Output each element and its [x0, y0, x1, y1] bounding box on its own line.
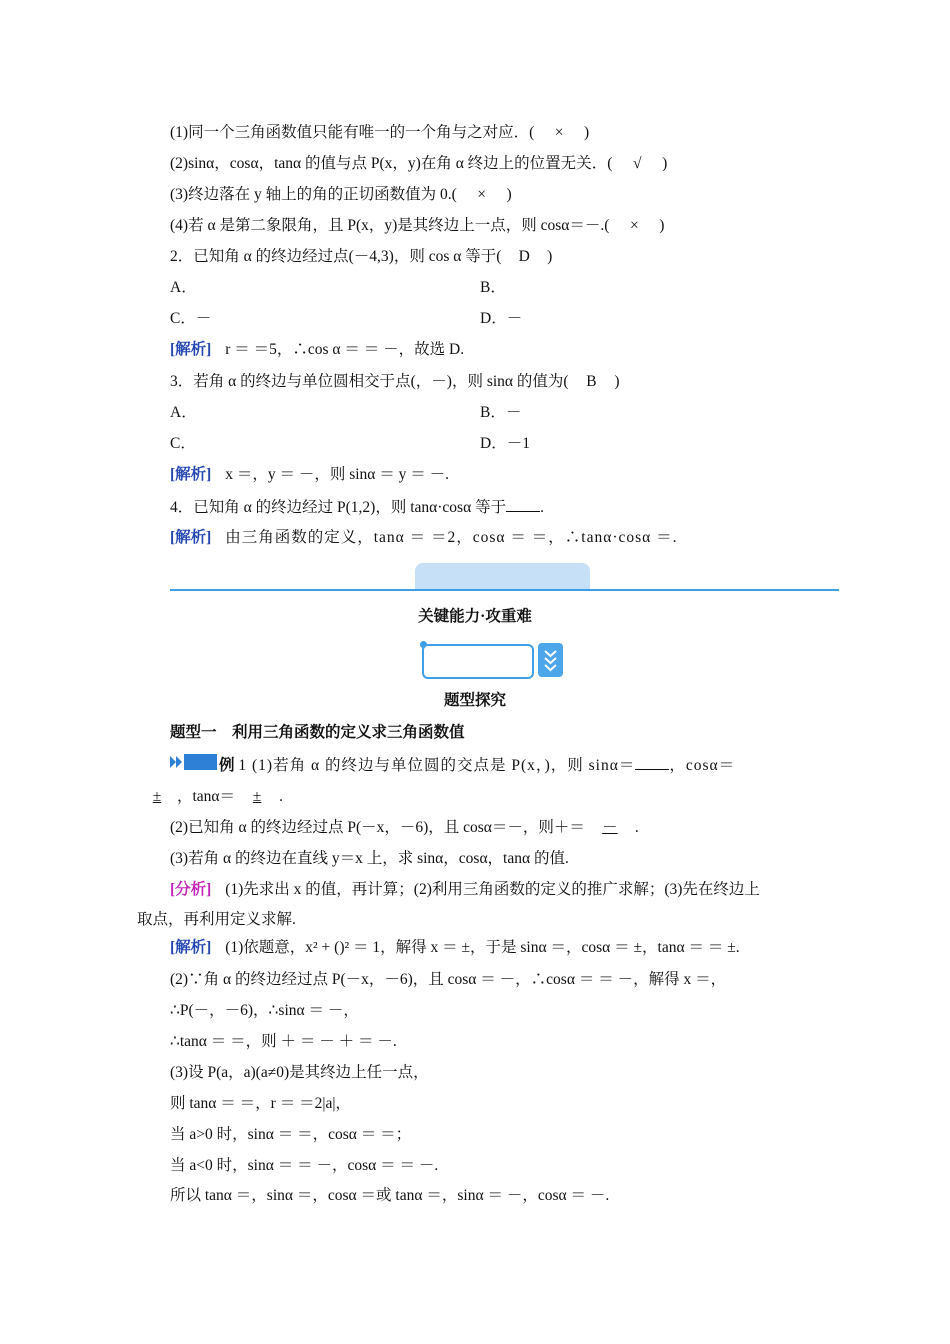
analysis-tag: [解析]: [170, 529, 212, 546]
example-line-2-end: .: [279, 788, 283, 805]
q2-stem: [170, 247, 552, 267]
judge-item-3: [170, 185, 512, 205]
fen-line-1: [170, 880, 760, 900]
example-label: 例: [219, 757, 235, 774]
judge-item-3-close: ): [506, 186, 512, 203]
example-line-3-end: .: [634, 819, 639, 836]
q3-option-c: C．: [170, 435, 196, 452]
analysis-tag: [解析]: [170, 341, 212, 358]
example-answer-sum: －: [602, 819, 618, 836]
q4-analysis: [170, 528, 678, 548]
section-tab: [415, 563, 590, 590]
example-line-3-text: (2)已知角 α 的终边经过点 P(－x，－6)，且 cosα＝－，则＋＝: [170, 819, 585, 836]
fen-line-1-text: (1)先求出 x 的值，再计算；(2)利用三角函数的定义的推广求解；(3)先在终边上: [225, 881, 760, 898]
judge-item-3-text: (3)终边落在 y 轴上的角的正切函数值为 0.(: [170, 186, 457, 203]
section-title: 关键能力·攻重难: [418, 608, 532, 625]
judge-item-1-close: ): [584, 124, 590, 141]
example-line-1-mid: ，cosα＝: [669, 757, 736, 774]
judge-item-1-answer: ×: [554, 124, 564, 141]
q2-answer: D: [518, 248, 530, 265]
q2-stem-text: 2．已知角 α 的终边经过点(－4,3)，则 cos α 等于(: [170, 248, 502, 265]
q3-answer: B: [586, 373, 597, 390]
solution-line-8: 当 a<0 时，sinα ＝ ＝ －，cosα ＝ ＝ －.: [170, 1157, 439, 1174]
solution-line-9: 所以 tanα ＝，sinα ＝，cosα ＝或 tanα ＝，sinα ＝ －，cosα ＝ －.: [170, 1187, 610, 1204]
solution-line-4: ∴tanα ＝ ＝，则 ＋ ＝ － ＋ ＝ －.: [170, 1033, 397, 1050]
q2-option-a: A．: [170, 279, 197, 296]
q2-analysis-text: r ＝ ＝5，∴cos α ＝ ＝ －，故选 D.: [225, 341, 465, 358]
judge-item-3-answer: ×: [477, 186, 486, 203]
judge-item-2-text: (2)sinα，cosα，tanα 的值与点 P(x，y)在角 α 终边上的位置无关．(: [170, 155, 613, 172]
q2-option-c: C．－: [170, 310, 212, 327]
judge-item-4-answer: ×: [629, 217, 639, 234]
q3-close: ): [614, 373, 620, 390]
section-badge: [422, 644, 534, 679]
q3-stem: [170, 372, 620, 392]
solution-line-5: (3)设 P(a，a)(a≠0)是其终边上任一点，: [170, 1064, 429, 1081]
judge-item-2-answer: √: [632, 155, 642, 172]
example-line-2: [137, 787, 283, 807]
analysis-tag: [解析]: [170, 466, 212, 483]
q3-analysis-text: x ＝，y ＝ －，则 sinα ＝ y ＝ －.: [225, 466, 450, 483]
judge-item-4-close: ): [659, 217, 665, 234]
solution-line-6: 则 tanα ＝ ＝，r ＝ ＝2|a|，: [170, 1095, 351, 1112]
solution-line-7: 当 a>0 时，sinα ＝ ＝，cosα ＝ ＝；: [170, 1126, 412, 1143]
q4-blank: [506, 497, 540, 512]
judge-item-1-text: (1)同一个三角函数值只能有唯一的一个角与之对应．(: [170, 124, 535, 141]
solution-line-3: ∴P(－，－6)，∴sinα ＝ －，: [170, 1002, 359, 1019]
fen-tag: [分析]: [170, 881, 212, 898]
example-line-1: [219, 755, 735, 776]
fen-line-2: 取点，再利用定义求解.: [137, 911, 296, 928]
example-line-1-text: 1 (1)若角 α 的终边与单位圆的交点是 P(x，)，则 sinα＝: [238, 757, 636, 774]
judge-item-2-close: ): [662, 155, 668, 172]
example-line-2-tan: ，tanα＝: [177, 788, 236, 805]
type-title: 题型一 利用三角函数的定义求三角函数值: [170, 724, 465, 741]
q3-analysis: [170, 465, 449, 485]
q2-option-d: D．－: [480, 310, 523, 327]
solution-line-1: [170, 938, 740, 958]
example-answer-cos: ±: [152, 788, 162, 805]
judge-item-4: [170, 216, 664, 236]
q4-analysis-text: 由三角函数的定义，tanα ＝ ＝2，cosα ＝ ＝，∴tanα·cosα ＝.: [225, 529, 678, 546]
q3-option-a: A．: [170, 404, 197, 421]
q2-option-b: B．: [480, 279, 506, 296]
judge-item-2: [170, 154, 667, 174]
section-divider: [170, 589, 839, 591]
example-line-3: [170, 818, 639, 838]
example-line-4: (3)若角 α 的终边在直线 y＝x 上，求 sinα，cosα，tanα 的值.: [170, 850, 569, 867]
double-arrow-icon: [170, 756, 184, 768]
q3-option-d: D．－1: [480, 435, 530, 452]
q4-stem-text: 4．已知角 α 的终边经过 P(1,2)，则 tanα·cosα 等于: [170, 499, 507, 516]
q4-end: .: [540, 499, 544, 516]
solution-line-1-text: (1)依题意，x² + ()² ＝ 1，解得 x ＝ ±，于是 sinα ＝，cosα ＝ ±，tanα ＝ ＝ ±.: [225, 939, 740, 956]
example-marker: [184, 754, 217, 770]
q4-stem: [170, 497, 544, 518]
q3-option-b: B．－: [480, 404, 522, 421]
example-blank-sin: [635, 755, 669, 770]
example-answer-tan: ±: [252, 788, 262, 805]
analysis-tag: [解析]: [170, 939, 212, 956]
chevron-down-icon: [538, 643, 563, 677]
section-subtitle: 题型探究: [443, 692, 506, 709]
q2-close: ): [547, 248, 553, 265]
q3-stem-text: 3．若角 α 的终边与单位圆相交于点(，－)，则 sinα 的值为(: [170, 373, 569, 390]
solution-line-2: (2)∵角 α 的终边经过点 P(－x，－6)，且 cosα ＝ －，∴cosα ＝ ＝ －，解得 x ＝，: [170, 971, 727, 988]
judge-item-4-text: (4)若 α 是第二象限角，且 P(x，y)是其终边上一点，则 cosα＝－.(: [170, 217, 610, 234]
q2-analysis: [170, 340, 464, 360]
judge-item-1: [170, 123, 589, 143]
